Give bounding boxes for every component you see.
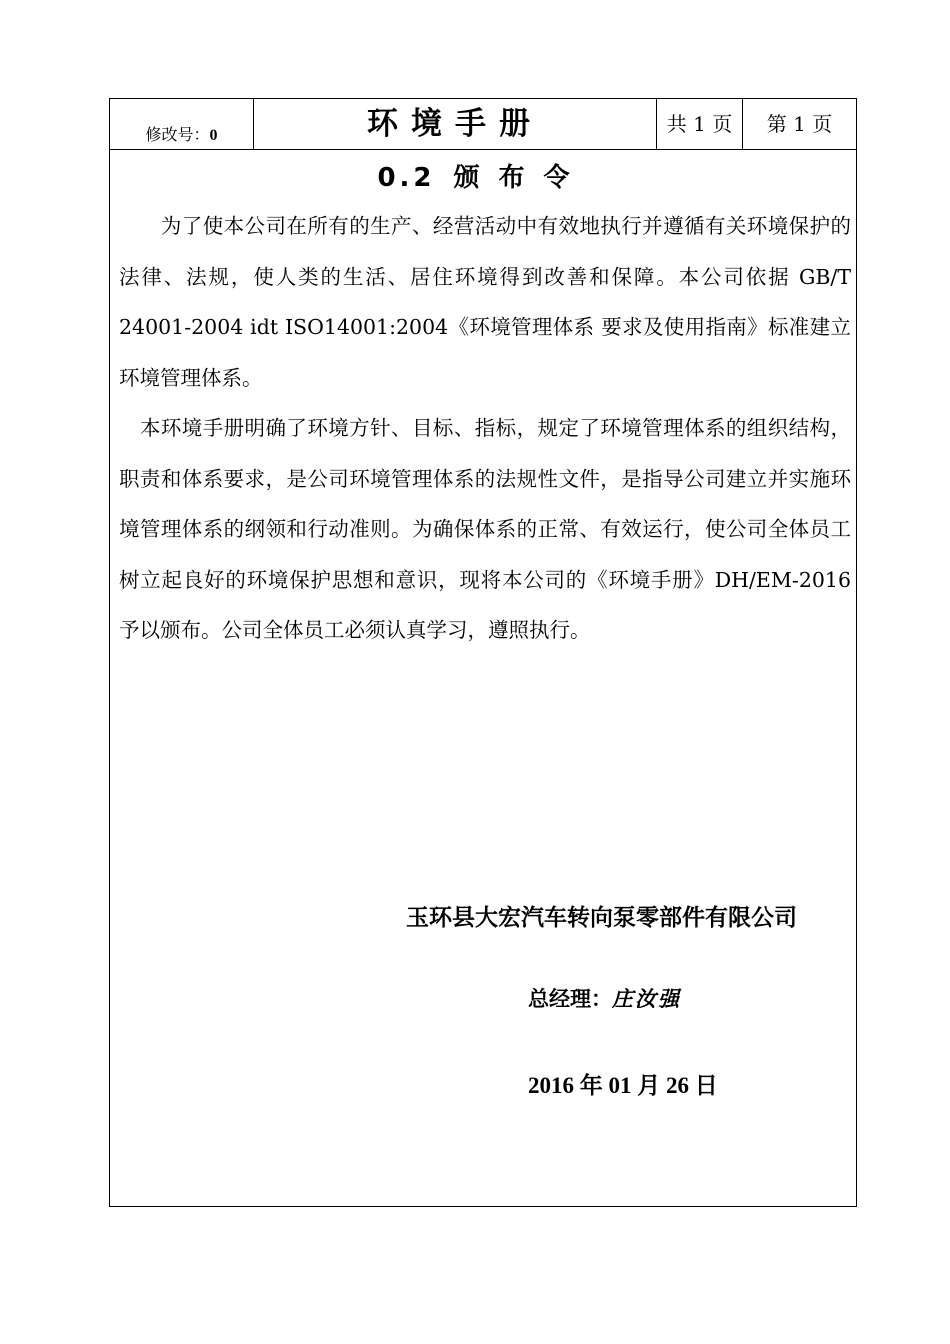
manual-title: 环境手册 (254, 99, 657, 149)
section-title: 颁布令 (453, 163, 589, 193)
total-pages: 共 1 页 (657, 99, 743, 149)
general-manager-label: 总经理： (528, 987, 612, 1011)
revision-number: 0 (209, 127, 218, 144)
issue-date: 2016 年 01 月 26 日 (528, 1073, 718, 1098)
revision-label: 修改号： (145, 125, 210, 144)
document-header (110, 99, 856, 150)
company-name: 玉环县大宏汽车转向泵零部件有限公司 (406, 905, 797, 931)
document-frame (109, 98, 857, 1207)
general-manager-signature: 庄汝强 (612, 986, 681, 1011)
section-number: 0.2 (377, 163, 436, 193)
section-heading (110, 157, 856, 194)
paragraph-1: 为了使本公司在所有的生产、经营活动中有效地执行并遵循有关环境保护的法律、法规，使人类的生活、居住环境得到改善和保障。本公司依据 GB/T 24001-2004 idt ISO14001:2004《环境管理体系 要求及使用指南》标准建立环境管理体系。 (119, 214, 851, 390)
general-manager-line (528, 983, 681, 1013)
paragraph-2: 本环境手册明确了环境方针、目标、指标，规定了环境管理体系的组织结构，职责和体系要求，是公司环境管理体系的法规性文件，是指导公司建立并实施环境管理体系的纲领和行动准则。为确保体系的正常、有效运行，使公司全体员工树立起良好的环境保护思想和意识，现将本公司的《环境手册》DH/EM-2016 予以颁布。公司全体员工必须认真学习，遵照执行。 (119, 416, 851, 642)
page-number: 第 1 页 (766, 112, 833, 136)
revision-cell (110, 99, 254, 149)
